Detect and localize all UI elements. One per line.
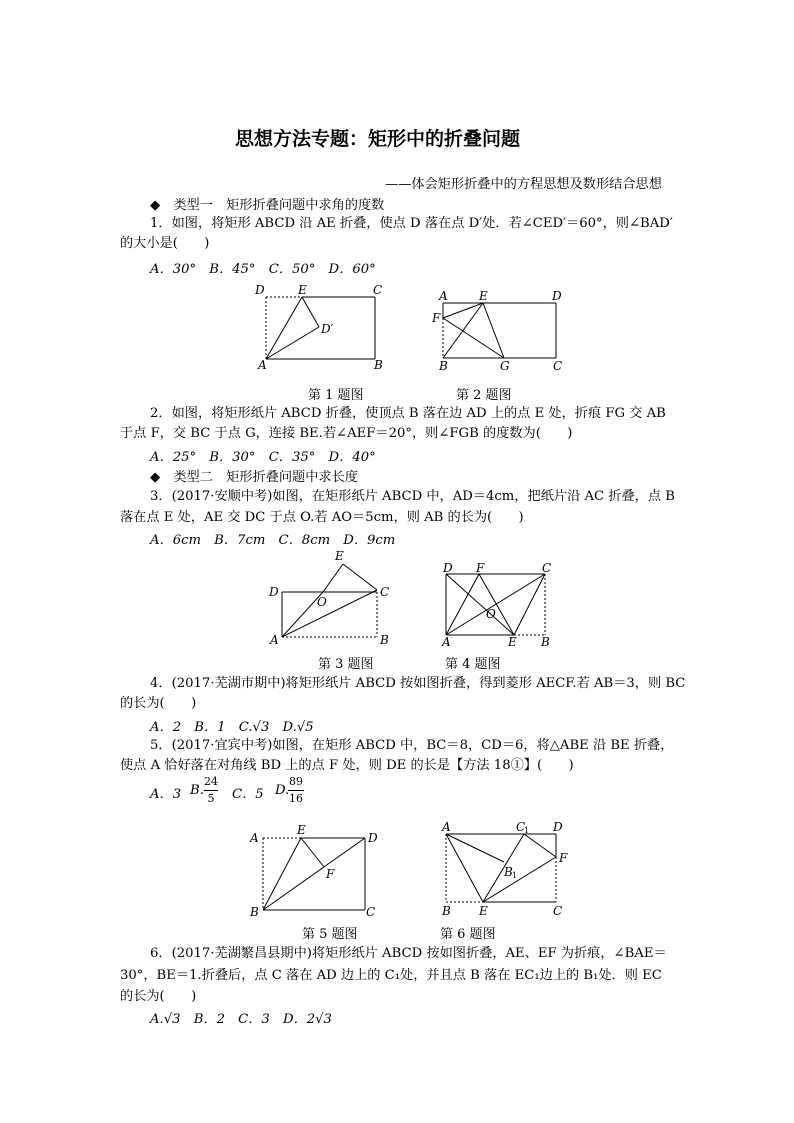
q4-options: A．2 B．1 C.√3 D.√5 [150, 720, 314, 735]
fig5-label-C: C [366, 905, 376, 919]
fig6-label-C1: C [516, 820, 526, 834]
fig3-label-E: E [335, 549, 344, 563]
figure-5 [245, 820, 395, 920]
fig2-label-E: E [479, 289, 488, 303]
section-two-heading: ◆ 类型二 矩形折叠问题中求长度 [150, 470, 358, 485]
fig6-label-E: E [479, 904, 488, 918]
q5-option-b-label: B. [190, 783, 204, 798]
fig4-label-O: O [486, 607, 496, 621]
q1-text-line2: 的大小是( ) [120, 236, 210, 251]
fig5-label-E: E [297, 823, 306, 837]
q2-text-line1: 2．如图，将矩形纸片 ABCD 折叠，使顶点 B 落在边 AD 上的点 E 处，折痕 FG 交 AB [150, 406, 666, 421]
q3-text-line2: 落在点 E 处，AE 交 DC 于点 O.若 AO＝5cm，则 AB 的长为( ) [120, 510, 524, 525]
fig4-label-F: F [476, 561, 485, 575]
caption-fig2: 第 2 题图 [456, 388, 512, 403]
figure-2 [430, 288, 570, 378]
q6-text-line3: 的长为( ) [120, 989, 197, 1004]
fig6-label-F: F [559, 851, 568, 865]
fig4-label-E: E [508, 635, 517, 649]
q6-text-line1: 6．(2017·芜湖繁昌县期中)将矩形纸片 ABCD 按如图折叠，AE、EF 为折痕，∠BAE＝ [150, 946, 667, 961]
caption-fig4: 第 4 题图 [445, 657, 501, 672]
fig2-label-C: C [553, 359, 563, 373]
figure-4 [438, 560, 568, 650]
fig2-label-D: D [552, 289, 562, 303]
fig5-label-A: A [250, 831, 259, 845]
q1-options: A．30° B．45° C．50° D．60° [150, 262, 376, 277]
fig2-label-B: B [439, 359, 448, 373]
fig6-label-D: D [553, 820, 563, 834]
page-title: 思想方法专题：矩形中的折叠问题 [235, 128, 521, 150]
q5-text-line1: 5．(2017·宜宾中考)如图，在矩形 ABCD 中，BC＝8，CD＝6，将△ABE 沿 BE 折叠， [150, 738, 674, 753]
fig6-label-B1-sub: 1 [512, 871, 518, 880]
subtitle: ——体会矩形折叠中的方程思想及数形结合思想 [385, 177, 662, 192]
caption-fig3: 第 3 题图 [318, 657, 374, 672]
fig5-label-B: B [250, 905, 259, 919]
fig4-label-D: D [443, 561, 453, 575]
q5-option-d-fraction-bar [288, 790, 304, 791]
fig3-label-A: A [270, 633, 279, 647]
section-one-heading: ◆ 类型一 矩形折叠问题中求角的度数 [150, 198, 385, 213]
fig3-label-D: D [269, 585, 279, 599]
fig4-label-A: A [442, 635, 451, 649]
q4-text-line2: 的长为( ) [120, 696, 197, 711]
figure-3 [265, 548, 395, 648]
fig6-label-A: A [442, 820, 451, 834]
fig1-label-A: A [258, 358, 267, 372]
q5-option-b-fraction-bar [204, 790, 218, 791]
q2-options: A．25° B．30° C．35° D．40° [150, 450, 376, 465]
fig2-label-G: G [500, 359, 510, 373]
fig5-label-D: D [368, 831, 378, 845]
q3-options: A．6cm B．7cm C．8cm D．9cm [150, 533, 396, 548]
fig2-label-F: F [432, 311, 441, 325]
q6-text-line2: 30°，BE＝1.折叠后，点 C 落在 AD 边上的 C₁处，并且点 B 落在 EC₁边上的 B₁处．则 EC [120, 968, 662, 983]
q5-option-c: C．5 [232, 787, 264, 802]
figure-1 [255, 283, 395, 373]
q5-option-b-denominator: 5 [207, 792, 215, 805]
fig1-label-C: C [373, 283, 383, 297]
fig1-label-Dprime: D′ [321, 322, 334, 336]
q1-text-line1: 1．如图，将矩形 ABCD 沿 AE 折叠，使点 D 落在点 D′处．若∠CED′＝60°，则∠BAD′ [150, 216, 673, 231]
fig5-label-F: F [326, 867, 335, 881]
caption-fig6: 第 6 题图 [440, 927, 496, 942]
fig6-label-C: C [553, 904, 563, 918]
fig4-label-B: B [541, 635, 550, 649]
caption-fig5: 第 5 题图 [302, 927, 358, 942]
fig3-label-O: O [317, 595, 327, 609]
caption-fig1: 第 1 题图 [308, 388, 364, 403]
q5-text-line2: 使点 A 恰好落在对角线 BD 上的点 F 处，则 DE 的长是【方法 18①】( ) [120, 758, 574, 773]
q6-options: A.√3 B．2 C．3 D．2√3 [150, 1012, 332, 1027]
q5-option-a: A．3 [150, 787, 182, 802]
q5-option-b-numerator: 24 [204, 775, 218, 788]
fig1-label-B: B [374, 358, 383, 372]
q2-text-line2: 于点 F，交 BC 于点 G，连接 BE.若∠AEF＝20°，则∠FGB 的度数为( ) [120, 426, 573, 441]
fig4-label-C: C [542, 561, 552, 575]
q5-option-d-numerator: 89 [289, 775, 303, 788]
q3-text-line1: 3．(2017·安顺中考)如图，在矩形纸片 ABCD 中，AD＝4cm，把纸片沿 AC 折叠，点 B [150, 489, 675, 504]
fig3-label-B: B [380, 633, 389, 647]
q5-option-d-label: D. [275, 783, 290, 798]
q4-text-line1: 4．(2017·芜湖市期中)将矩形纸片 ABCD 按如图折叠，得到菱形 AECF.若 AB＝3，则 BC [150, 676, 686, 691]
fig3-label-C: C [380, 585, 390, 599]
fig1-label-D: D [255, 283, 265, 297]
q5-option-d-denominator: 16 [289, 792, 303, 805]
fig1-label-E: E [298, 283, 307, 297]
fig6-label-C1-sub: 1 [524, 826, 530, 835]
fig6-label-B1: B [504, 865, 513, 879]
fig6-label-B: B [442, 904, 451, 918]
figure-6 [437, 820, 577, 920]
fig2-label-A: A [439, 289, 448, 303]
